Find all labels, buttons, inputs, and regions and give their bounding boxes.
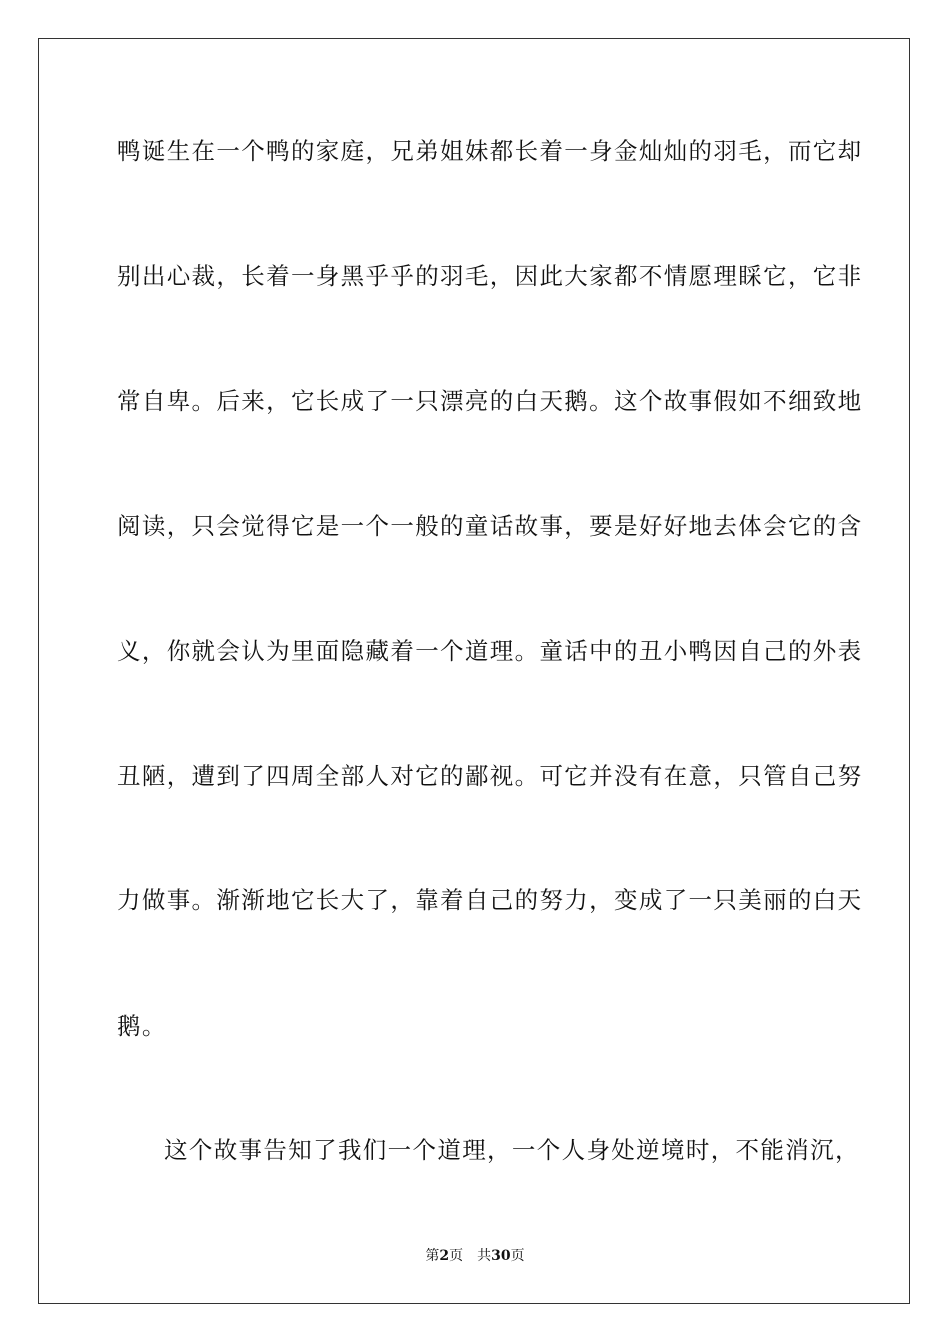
body-text-line: 鹅。 xyxy=(117,1012,167,1040)
body-text-line: 义，你就会认为里面隐藏着一个道理。童话中的丑小鸭因自己的外表 xyxy=(117,637,863,665)
page-footer xyxy=(0,1247,950,1265)
body-text-line: 丑陋，遭到了四周全部人对它的鄙视。可它并没有在意，只管自己努 xyxy=(117,762,863,790)
body-text-line: 鸭诞生在一个鸭的家庭，兄弟姐妹都长着一身金灿灿的羽毛，而它却 xyxy=(117,137,863,165)
body-text-line: 力做事。渐渐地它长大了，靠着自己的努力，变成了一只美丽的白天 xyxy=(117,886,863,914)
body-text-line: 别出心裁，长着一身黑乎乎的羽毛，因此大家都不情愿理睬它，它非 xyxy=(117,262,863,290)
body-text-line: 常自卑。后来，它长成了一只漂亮的白天鹅。这个故事假如不细致地 xyxy=(117,387,863,415)
page-label-suffix: 页 xyxy=(449,1248,464,1264)
paragraph-first-line: 这个故事告知了我们一个道理，一个人身处逆境时，不能消沉， xyxy=(164,1136,860,1164)
total-label-suffix: 页 xyxy=(510,1248,525,1264)
current-page-number: 2 xyxy=(439,1248,450,1264)
page-border xyxy=(38,38,910,1304)
body-text-line: 阅读，只会觉得它是一个一般的童话故事，要是好好地去体会它的含 xyxy=(117,512,863,540)
total-label-prefix: 共 xyxy=(477,1248,492,1264)
page-label-prefix: 第 xyxy=(425,1248,440,1264)
total-page-count: 30 xyxy=(491,1248,511,1264)
